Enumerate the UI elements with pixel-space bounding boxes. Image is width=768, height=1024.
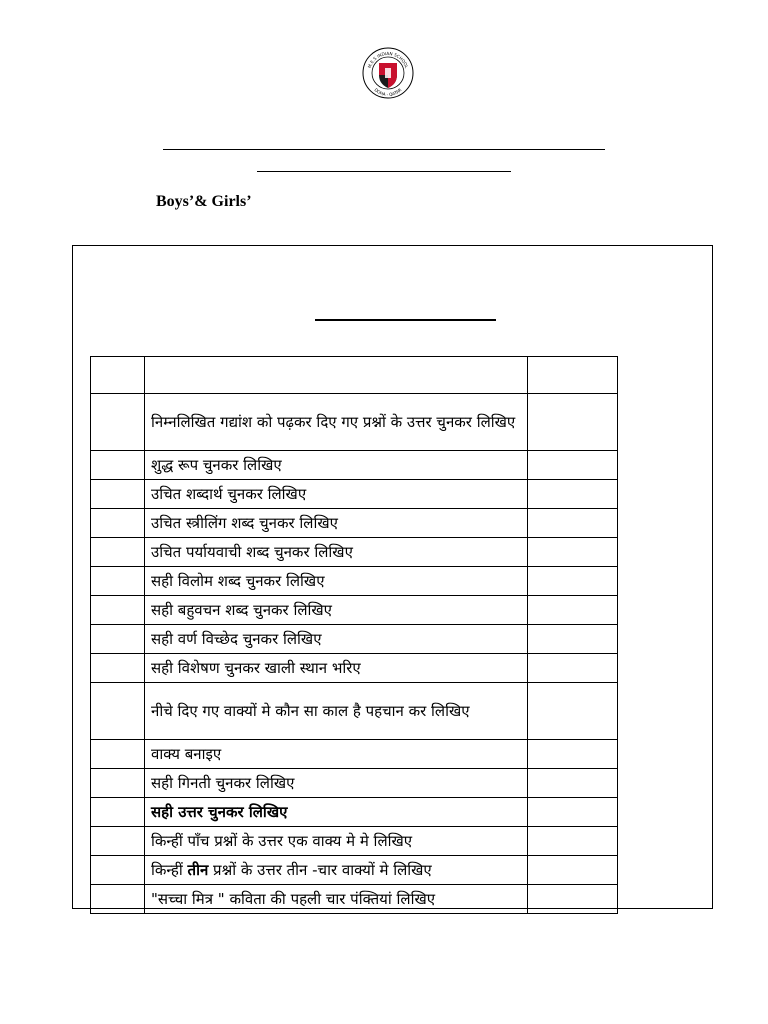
question-text-part: प्रश्नों के उत्तर तीन -चार वाक्यों मे लिखिए [208,861,432,879]
header-cell-question [145,357,528,394]
table-row [91,596,618,625]
table-row [91,683,618,740]
school-logo [360,47,416,99]
marks-cell [528,509,618,538]
question-text: वाक्य बनाइए [145,740,528,769]
header-cell-number [91,357,145,394]
row-number-cell [91,509,145,538]
row-number-cell [91,683,145,740]
marks-cell [528,885,618,914]
question-text: निम्नलिखित गद्यांश को पढ़कर दिए गए प्रश्नों के उत्तर चुनकर लिखिए [145,394,528,451]
table-row [91,538,618,567]
marks-cell [528,567,618,596]
row-number-cell [91,567,145,596]
row-number-cell [91,480,145,509]
table-row [91,509,618,538]
table-row [91,798,618,827]
question-text [145,856,528,885]
marks-cell [528,769,618,798]
row-number-cell [91,654,145,683]
header-cell-marks [528,357,618,394]
marks-cell [528,625,618,654]
table-row [91,567,618,596]
question-table [90,356,618,914]
question-text: शुद्ध रूप चुनकर लिखिए [145,451,528,480]
question-text: सही गिनती चुनकर लिखिए [145,769,528,798]
row-number-cell [91,798,145,827]
row-number-cell [91,596,145,625]
row-number-cell [91,769,145,798]
table-row [91,769,618,798]
marks-cell [528,451,618,480]
table-row [91,654,618,683]
row-number-cell [91,625,145,654]
question-text: सही वर्ण विच्छेद चुनकर लिखिए [145,625,528,654]
question-text: उचित पर्यायवाची शब्द चुनकर लिखिए [145,538,528,567]
question-text-part: तीन [187,861,209,879]
table-header-row [91,357,618,394]
table-row [91,856,618,885]
marks-cell [528,394,618,451]
svg-text:DOHA - QATAR: DOHA - QATAR [373,87,403,98]
table-row [91,740,618,769]
question-text: किन्हीं पाँच प्रश्नों के उत्तर एक वाक्य मे मे लिखिए [145,827,528,856]
table-row [91,827,618,856]
marks-cell [528,827,618,856]
question-text: सही बहुवचन शब्द चुनकर लिखिए [145,596,528,625]
question-text: सही विलोम शब्द चुनकर लिखिए [145,567,528,596]
table-row [91,480,618,509]
marks-cell [528,538,618,567]
question-text-part: किन्हीं [151,861,188,879]
table-row [91,885,618,914]
marks-cell [528,683,618,740]
svg-text:M.E.S INDIAN SCHOOL: M.E.S INDIAN SCHOOL [366,50,410,69]
table-row [91,625,618,654]
row-number-cell [91,451,145,480]
row-number-cell [91,538,145,567]
question-text: सही उत्तर चुनकर लिखिए [145,798,528,827]
question-text: उचित स्त्रीलिंग शब्द चुनकर लिखिए [145,509,528,538]
section-label: Boys’& Girls’ [156,193,252,210]
marks-cell [528,480,618,509]
row-number-cell [91,856,145,885]
question-text: सही विशेषण चुनकर खाली स्थान भरिए [145,654,528,683]
title-underline [163,149,605,150]
table-row [91,394,618,451]
marks-cell [528,596,618,625]
row-number-cell [91,885,145,914]
marks-cell [528,856,618,885]
question-text: "सच्चा मित्र " कविता की पहली चार पंक्तियां लिखिए [145,885,528,914]
table-row [91,451,618,480]
question-text: नीचे दिए गए वाक्यों मे कौन सा काल है पहचान कर लिखिए [145,683,528,740]
marks-cell [528,654,618,683]
row-number-cell [91,827,145,856]
subtitle-underline [257,171,511,172]
marks-cell [528,798,618,827]
marks-cell [528,740,618,769]
box-title-underline [315,319,496,321]
row-number-cell [91,740,145,769]
question-text: उचित शब्दार्थ चुनकर लिखिए [145,480,528,509]
row-number-cell [91,394,145,451]
